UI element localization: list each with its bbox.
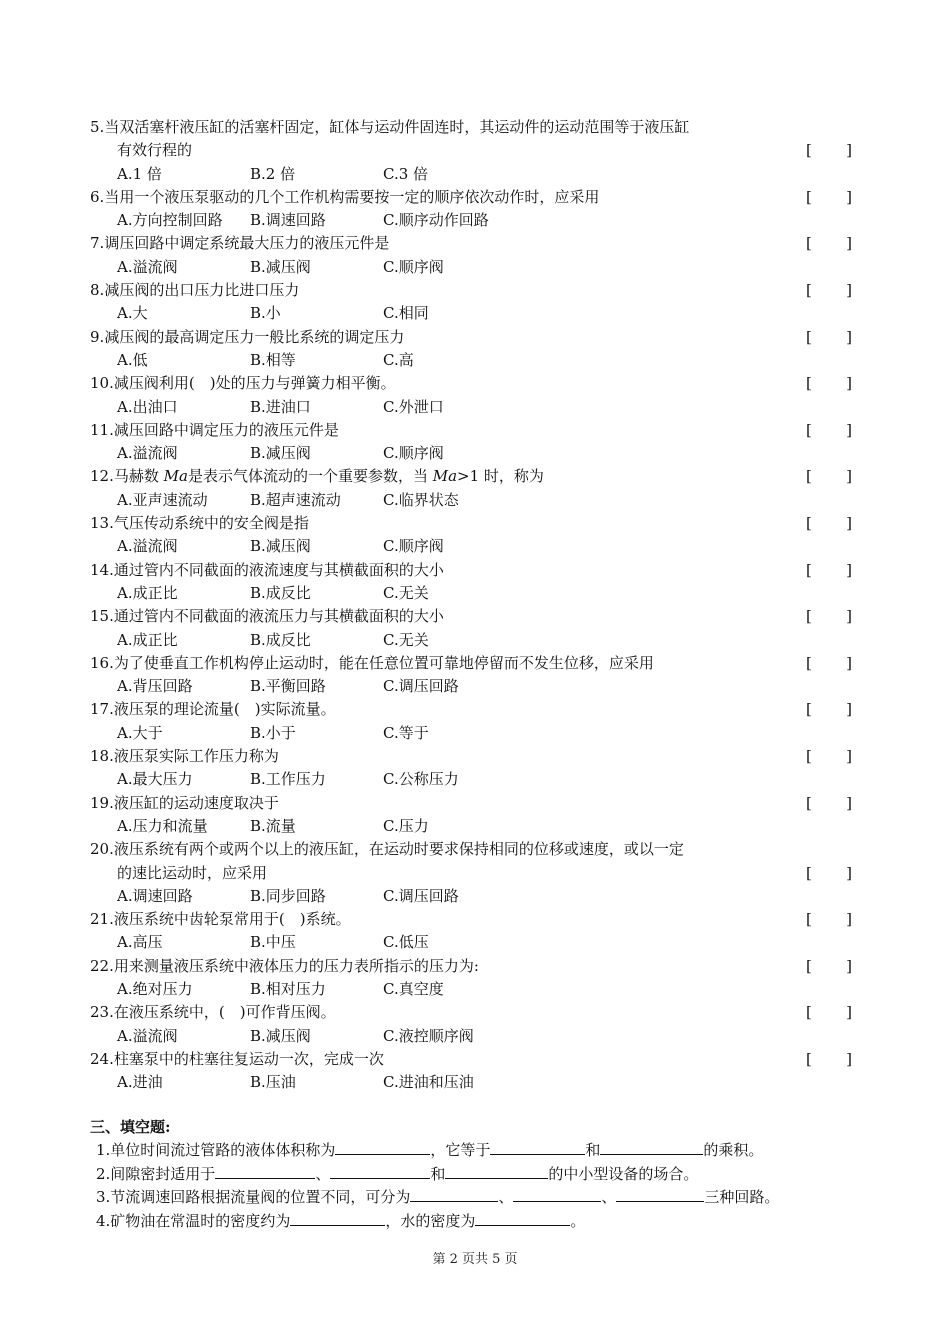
question-stem	[90, 838, 860, 861]
option-a[interactable]: A.压力和流量	[117, 816, 208, 835]
options-row	[90, 675, 860, 698]
fill-in-blank-section	[90, 1115, 890, 1233]
option-a[interactable]: A.方向控制回路	[117, 211, 223, 230]
page-footer: 第 2 页共 5 页	[432, 1252, 518, 1267]
answer-blank[interactable]	[600, 1139, 703, 1155]
bracket-close: ]	[846, 910, 852, 929]
answer-blank[interactable]	[215, 1163, 315, 1179]
option-b[interactable]: B.减压阀	[250, 537, 311, 556]
fill-question-2	[90, 1163, 890, 1187]
option-b[interactable]: B.小于	[250, 723, 296, 742]
bracket-close: ]	[846, 187, 852, 206]
option-a[interactable]: A.低	[117, 350, 148, 369]
option-b[interactable]: B.减压阀	[250, 444, 311, 463]
bracket-close: ]	[846, 374, 852, 393]
answer-bracket[interactable]	[806, 862, 852, 885]
question-text: 通过管内不同截面的液流压力与其横截面积的大小	[113, 607, 444, 626]
option-c[interactable]: C.进油和压油	[383, 1073, 474, 1092]
options-row	[90, 582, 860, 605]
answer-bracket[interactable]	[806, 698, 852, 721]
option-b[interactable]: B.小	[250, 304, 281, 323]
fill-text: 1.单位时间流过管路的液体体积称为	[96, 1141, 336, 1159]
option-b[interactable]: B.相对压力	[250, 979, 326, 998]
bracket-open: [	[806, 514, 812, 533]
question-text: 当用一个液压泵驱动的几个工作机构需要按一定的顺序依次动作时，应采用	[104, 187, 600, 206]
options-row	[90, 535, 860, 558]
fill-question-3	[90, 1186, 890, 1210]
fill-text: 。	[570, 1211, 586, 1230]
options-row	[90, 256, 860, 279]
bracket-open: [	[806, 793, 812, 812]
question-number: 14.	[90, 560, 114, 579]
option-c[interactable]: C.低压	[383, 933, 429, 952]
fill-text: ，它等于	[430, 1141, 491, 1159]
fill-text: 的中小型设备的场合。	[548, 1164, 699, 1183]
option-c[interactable]: C.高	[383, 350, 414, 369]
bracket-close: ]	[846, 327, 852, 346]
bracket-close: ]	[846, 863, 852, 882]
option-a[interactable]: A.背压回路	[117, 677, 193, 696]
options-row	[90, 302, 860, 325]
option-b[interactable]: B.超声速流动	[250, 490, 341, 509]
question-stem-continued	[90, 862, 860, 885]
question-number: 20.	[90, 840, 114, 859]
fill-text: 、	[498, 1188, 514, 1206]
bracket-close: ]	[846, 234, 852, 253]
option-a[interactable]: A.溢流阀	[117, 444, 178, 463]
option-c[interactable]: C.顺序阀	[383, 444, 444, 463]
bracket-open: [	[806, 374, 812, 393]
question-text: 用来测量液压系统中液体压力的压力表所指示的压力为:	[113, 956, 479, 975]
bracket-close: ]	[846, 1003, 852, 1022]
question-stem	[90, 955, 860, 978]
option-c[interactable]: C.无关	[383, 630, 429, 649]
option-c[interactable]: C.无关	[383, 583, 429, 602]
answer-bracket[interactable]	[806, 605, 852, 628]
options-row	[90, 885, 860, 908]
question-number: 10.	[90, 374, 114, 393]
variable-text: Ma	[163, 467, 188, 486]
fill-text: 、	[601, 1188, 617, 1206]
question-number: 17.	[90, 700, 114, 719]
question-text: 减压回路中调定压力的液压元件是	[113, 420, 339, 439]
bracket-open: [	[806, 281, 812, 300]
question-stem	[90, 232, 860, 255]
question-stem	[90, 698, 860, 721]
option-a[interactable]: A.高压	[117, 933, 163, 952]
answer-bracket[interactable]	[806, 512, 852, 535]
question-stem-continued	[90, 139, 860, 162]
section-title: 三、填空题:	[90, 1118, 171, 1136]
option-a[interactable]: A.溢流阀	[117, 537, 178, 556]
question-stem	[90, 745, 860, 768]
option-c[interactable]: C.顺序阀	[383, 257, 444, 276]
question-number: 21.	[90, 910, 114, 929]
bracket-close: ]	[846, 420, 852, 439]
question-text: 减压阀利用( )处的压力与弹簧力相平衡。	[113, 374, 396, 393]
question-stem	[90, 652, 860, 675]
question-text: 为了使垂直工作机构停止运动时，能在任意位置可靠地停留而不发生位移，应采用	[113, 653, 654, 672]
answer-bracket[interactable]	[806, 139, 852, 162]
option-c[interactable]: C.顺序动作回路	[383, 211, 489, 230]
options-row	[90, 396, 860, 419]
option-a[interactable]: A.亚声速流动	[117, 490, 208, 509]
option-b[interactable]: B.工作压力	[250, 770, 326, 789]
option-b[interactable]: B.中压	[250, 933, 296, 952]
bracket-open: [	[806, 234, 812, 253]
answer-bracket[interactable]	[806, 1048, 852, 1071]
question-stem	[90, 279, 860, 302]
bracket-open: [	[806, 607, 812, 626]
variable-text: Ma	[432, 467, 458, 486]
question-text: 当双活塞杆液压缸的活塞杆固定，缸体与运动件固连时，其运动件的运动范围等于液压缸	[104, 118, 690, 136]
question-text: 液压缸的运动速度取决于	[113, 793, 279, 812]
option-a[interactable]: A.进油	[117, 1073, 163, 1092]
options-row	[90, 931, 860, 954]
bracket-close: ]	[846, 700, 852, 719]
answer-bracket[interactable]	[806, 908, 852, 931]
question-number: 24.	[90, 1049, 114, 1068]
answer-bracket[interactable]	[806, 792, 852, 815]
fill-text: 4.矿物油在常温时的密度约为	[96, 1211, 291, 1230]
bracket-open: [	[806, 187, 812, 206]
bracket-open: [	[806, 467, 812, 486]
question-number: 11.	[90, 420, 114, 439]
question-stem	[90, 792, 860, 815]
option-b[interactable]: B.相等	[250, 350, 296, 369]
options-row	[90, 209, 860, 232]
question-number: 22.	[90, 956, 114, 975]
option-a[interactable]: A.绝对压力	[117, 979, 193, 998]
option-a[interactable]: A.成正比	[117, 630, 178, 649]
options-row	[90, 768, 860, 791]
fill-text: 的乘积。	[703, 1141, 764, 1159]
question-text: 柱塞泵中的柱塞往复运动一次，完成一次	[113, 1049, 384, 1068]
question-text: 有效行程的	[117, 141, 193, 160]
question-number: 16.	[90, 653, 114, 672]
bracket-close: ]	[846, 141, 852, 160]
options-row	[90, 629, 860, 652]
question-stem	[90, 116, 860, 139]
fill-text: 、	[315, 1164, 331, 1183]
option-a[interactable]: A.1 倍	[117, 164, 162, 183]
question-stem	[90, 605, 860, 628]
option-b[interactable]: B.进油口	[250, 397, 311, 416]
bracket-open: [	[806, 420, 812, 439]
option-a[interactable]: A.出油口	[117, 397, 178, 416]
question-number: 19.	[90, 793, 114, 812]
options-row	[90, 722, 860, 745]
question-number: 12.	[90, 467, 114, 486]
question-text: 减压阀的最高调定压力一般比系统的调定压力	[104, 327, 405, 346]
bracket-close: ]	[846, 607, 852, 626]
multiple-choice-list	[90, 116, 860, 1094]
option-b[interactable]: B.平衡回路	[250, 677, 326, 696]
options-row	[90, 1025, 860, 1048]
question-text: 液压泵的理论流量( )实际流量。	[113, 700, 336, 719]
fill-text: 3.节流调速回路根据流量阀的位置不同，可分为	[96, 1188, 411, 1206]
option-b[interactable]: B.流量	[250, 816, 296, 835]
bracket-close: ]	[846, 747, 852, 766]
option-c[interactable]: C.液控顺序阀	[383, 1026, 474, 1045]
question-text: 气压传动系统中的安全阀是指	[113, 514, 309, 533]
bracket-open: [	[806, 141, 812, 160]
bracket-close: ]	[846, 467, 852, 486]
question-stem	[90, 419, 860, 442]
options-row	[90, 163, 860, 186]
question-text: 减压阀的出口压力比进口压力	[104, 281, 300, 300]
option-c[interactable]: C.顺序阀	[383, 537, 444, 556]
option-c[interactable]: C.临界状态	[383, 490, 459, 509]
question-stem	[90, 186, 860, 209]
bracket-open: [	[806, 1003, 812, 1022]
bracket-open: [	[806, 560, 812, 579]
question-text: 马赫数	[113, 467, 164, 486]
option-b[interactable]: B.成反比	[250, 630, 311, 649]
answer-blank[interactable]	[475, 1210, 570, 1226]
answer-blank[interactable]	[335, 1139, 430, 1155]
option-b[interactable]: B.同步回路	[250, 886, 326, 905]
question-text: 调压回路中调定系统最大压力的液压元件是	[104, 234, 390, 253]
answer-blank[interactable]	[410, 1186, 498, 1202]
question-text: 液压系统有两个或两个以上的液压缸，在运动时要求保持相同的位移或速度，或以一定	[113, 840, 684, 859]
fill-text: 和	[430, 1164, 446, 1183]
option-a[interactable]: A.大	[117, 304, 148, 323]
fill-question-1	[90, 1139, 890, 1163]
bracket-close: ]	[846, 653, 852, 672]
bracket-open: [	[806, 700, 812, 719]
answer-bracket[interactable]	[806, 955, 852, 978]
question-stem	[90, 372, 860, 395]
answer-blank[interactable]	[445, 1163, 548, 1179]
answer-bracket[interactable]	[806, 232, 852, 255]
options-row	[90, 815, 860, 838]
bracket-close: ]	[846, 1049, 852, 1068]
answer-bracket[interactable]	[806, 186, 852, 209]
answer-blank[interactable]	[290, 1210, 385, 1226]
option-a[interactable]: A.最大压力	[117, 770, 193, 789]
option-b[interactable]: B.成反比	[250, 583, 311, 602]
answer-bracket[interactable]	[806, 372, 852, 395]
option-c[interactable]: C.相同	[383, 304, 429, 323]
answer-blank[interactable]	[616, 1186, 704, 1202]
answer-blank[interactable]	[513, 1186, 601, 1202]
question-number: 7.	[90, 234, 105, 253]
fill-text: 三种回路。	[704, 1188, 780, 1206]
option-a[interactable]: A.成正比	[117, 583, 178, 602]
question-number: 18.	[90, 747, 114, 766]
options-row	[90, 978, 860, 1001]
question-number: 23.	[90, 1003, 114, 1022]
answer-bracket[interactable]	[806, 652, 852, 675]
answer-bracket[interactable]	[806, 559, 852, 582]
option-c[interactable]: C.压力	[383, 816, 429, 835]
option-c[interactable]: C.调压回路	[383, 886, 459, 905]
question-text: 液压泵实际工作压力称为	[113, 747, 279, 766]
bracket-close: ]	[846, 514, 852, 533]
answer-bracket[interactable]	[806, 419, 852, 442]
question-text: >1 时，称为	[457, 467, 544, 486]
question-number: 13.	[90, 514, 114, 533]
bracket-open: [	[806, 863, 812, 882]
option-a[interactable]: A.溢流阀	[117, 1026, 178, 1045]
question-stem	[90, 512, 860, 535]
options-row	[90, 349, 860, 372]
question-text: 通过管内不同截面的液流速度与其横截面积的大小	[113, 560, 444, 579]
question-text: 液压系统中齿轮泵常用于( )系统。	[113, 910, 351, 929]
option-c[interactable]: C.调压回路	[383, 677, 459, 696]
option-c[interactable]: C.等于	[383, 723, 429, 742]
answer-bracket[interactable]	[806, 745, 852, 768]
bracket-close: ]	[846, 560, 852, 579]
bracket-open: [	[806, 956, 812, 975]
question-stem	[90, 326, 860, 349]
answer-blank[interactable]	[330, 1163, 430, 1179]
bracket-open: [	[806, 747, 812, 766]
bracket-open: [	[806, 910, 812, 929]
bracket-close: ]	[846, 956, 852, 975]
answer-bracket[interactable]	[806, 279, 852, 302]
bracket-open: [	[806, 1049, 812, 1068]
option-a[interactable]: A.调速回路	[117, 886, 193, 905]
answer-blank[interactable]	[490, 1139, 585, 1155]
question-number: 8.	[90, 281, 105, 300]
option-a[interactable]: A.溢流阀	[117, 257, 178, 276]
option-c[interactable]: C.3 倍	[383, 164, 429, 183]
answer-bracket[interactable]	[806, 1001, 852, 1024]
option-a[interactable]: A.大于	[117, 723, 163, 742]
question-stem	[90, 465, 860, 488]
bracket-close: ]	[846, 793, 852, 812]
question-number: 6.	[90, 187, 105, 206]
question-text: 在液压系统中，( )可作背压阀。	[113, 1003, 336, 1022]
fill-text: 和	[585, 1141, 601, 1159]
options-row	[90, 442, 860, 465]
options-row	[90, 489, 860, 512]
option-c[interactable]: C.外泄口	[383, 397, 444, 416]
bracket-open: [	[806, 327, 812, 346]
answer-bracket[interactable]	[806, 465, 852, 488]
option-b[interactable]: B.压油	[250, 1073, 296, 1092]
option-c[interactable]: C.真空度	[383, 979, 444, 998]
question-number: 5.	[90, 118, 105, 136]
question-stem	[90, 908, 860, 931]
question-stem	[90, 1001, 860, 1024]
bracket-close: ]	[846, 281, 852, 300]
question-number: 15.	[90, 607, 114, 626]
question-stem	[90, 559, 860, 582]
option-b[interactable]: B.减压阀	[250, 257, 311, 276]
option-c[interactable]: C.公称压力	[383, 770, 459, 789]
fill-text: 2.间隙密封适用于	[96, 1164, 216, 1183]
option-b[interactable]: B.调速回路	[250, 211, 326, 230]
option-b[interactable]: B.减压阀	[250, 1026, 311, 1045]
fill-text: ，水的密度为	[385, 1211, 476, 1230]
question-stem	[90, 1048, 860, 1071]
question-text: 是表示气体流动的一个重要参数，当	[187, 467, 433, 486]
options-row	[90, 1071, 860, 1094]
question-text: 的速比运动时，应采用	[117, 863, 268, 882]
bracket-open: [	[806, 653, 812, 672]
question-number: 9.	[90, 327, 105, 346]
fill-question-4	[90, 1210, 890, 1234]
option-b[interactable]: B.2 倍	[250, 164, 296, 183]
answer-bracket[interactable]	[806, 326, 852, 349]
